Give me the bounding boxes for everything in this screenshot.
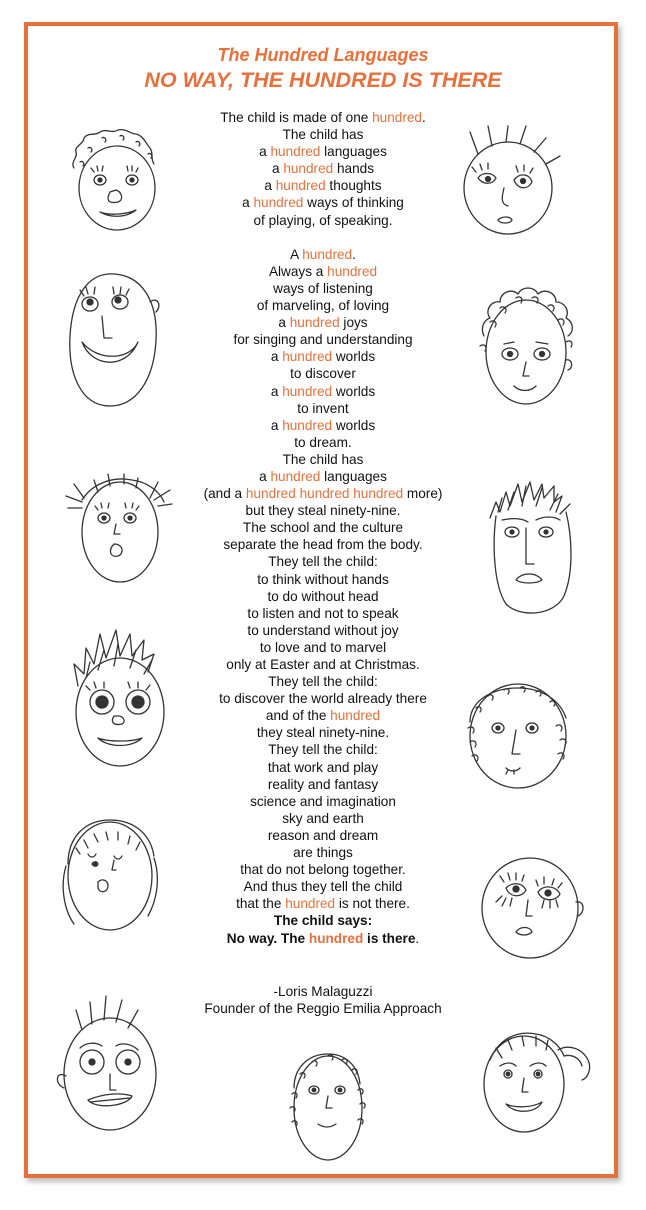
poem-line <box>160 844 486 861</box>
poem-text-run: hands <box>333 161 375 177</box>
poem-text-run: of marveling, of loving <box>256 298 390 314</box>
poem-text-run: to love and to marvel <box>259 639 387 655</box>
highlight-word: hundred <box>270 144 321 160</box>
poem-text-run: that do not belong together. <box>240 862 406 878</box>
poem-line <box>160 656 486 673</box>
poem-text-run: worlds <box>332 349 376 365</box>
author-role: Founder of the Reggio Emilia Approach <box>204 1001 442 1017</box>
poem-text-run: to dream. <box>294 434 352 450</box>
poem-text-run: . <box>422 110 426 125</box>
poem-text-run: Always a <box>268 263 328 279</box>
poem-line <box>160 143 486 160</box>
poem-line <box>160 297 486 314</box>
swirly-hair-face-drawing <box>470 276 582 416</box>
poem-line <box>160 707 486 724</box>
poem-line <box>160 759 486 776</box>
poem-text-run: They tell the child: <box>268 674 378 690</box>
poem-line <box>160 383 486 400</box>
poem-text-run: a <box>270 349 283 365</box>
author-name: -Loris Malaguzzi <box>273 984 373 999</box>
title-line-1: The Hundred Languages <box>217 45 429 65</box>
poem-line <box>160 194 486 211</box>
smiling-face-drawing <box>64 268 164 410</box>
poem-line <box>160 810 486 827</box>
poem-line <box>160 827 486 844</box>
attribution <box>100 983 546 1018</box>
spiky-top-face-drawing <box>52 990 162 1136</box>
poem-text-run: . <box>415 930 420 946</box>
poem-line <box>160 673 486 690</box>
poem-text-run: The child has <box>282 127 364 143</box>
poem-line <box>160 741 486 758</box>
poem-text-run: The child is made of one <box>220 110 373 125</box>
highlight-word: hundred <box>308 930 364 946</box>
poem-text-run: (and a <box>203 486 246 502</box>
poem-line <box>160 776 486 793</box>
poem-line <box>160 639 486 656</box>
poem-line <box>160 348 486 365</box>
poem-text-run: The school and the culture <box>242 520 404 536</box>
poem-line <box>160 605 486 622</box>
poem-text-run: to understand without joy <box>247 622 399 638</box>
highlight-word: hundred <box>285 896 336 912</box>
poem-text-run: are things <box>293 845 353 861</box>
poem-text-run: No way. The <box>226 930 309 946</box>
poem-text-run: science and imagination <box>250 793 396 809</box>
stanza-break <box>160 229 486 246</box>
poem-line <box>160 314 486 331</box>
poem-text-run: The child says: <box>273 913 373 929</box>
poem-text-run: to discover the world already there <box>219 691 427 707</box>
poem-text-run: and of the <box>265 708 331 724</box>
poem-text-run: a <box>259 144 271 160</box>
poem-line <box>160 451 486 468</box>
poem-text-run: worlds <box>332 383 376 399</box>
highlight-word: hundred <box>327 263 378 279</box>
poem-line <box>160 468 486 485</box>
poem-text-run: is there <box>363 930 416 946</box>
poem-text-run: ways of listening <box>273 280 373 296</box>
poem-text-run: to invent <box>297 400 349 416</box>
long-hair-face-drawing <box>52 810 162 940</box>
poem-text-run: for singing and understanding <box>233 332 413 348</box>
bottom-center-curly-face-drawing <box>282 1040 372 1170</box>
poem-text-run: more) <box>403 486 443 502</box>
highlight-word: hundred <box>289 315 340 331</box>
spiky-hair-face-drawing <box>448 124 568 240</box>
poem-text-run: a <box>270 417 283 433</box>
poem-line <box>160 895 486 912</box>
title-line-2: NO WAY, THE HUNDRED IS THERE <box>144 68 502 92</box>
poem-text-run: reason and dream <box>267 827 379 843</box>
poem-text-run: to listen and not to speak <box>247 605 399 621</box>
poem-text-run: separate the head from the body. <box>223 537 423 553</box>
poem-text-run: that work and play <box>267 759 379 775</box>
pigtails-face-drawing <box>64 460 176 590</box>
poem-line <box>160 485 486 502</box>
poem-line <box>160 434 486 451</box>
poem-line <box>160 878 486 895</box>
poem-line <box>160 177 486 194</box>
poem-text-run: languages <box>320 144 387 160</box>
poem-text-run: ways of thinking <box>303 195 404 211</box>
poem-text-run: languages <box>320 468 387 484</box>
poem-text-run: a <box>270 383 283 399</box>
poem-text-run: a <box>242 195 254 211</box>
poem-text-run: A <box>290 246 303 262</box>
poem-text-run: sky and earth <box>282 810 364 826</box>
highlight-word: hundred <box>282 383 333 399</box>
poem-line <box>160 690 486 707</box>
poem-text-run: to discover <box>290 366 356 382</box>
highlight-word: hundred <box>282 417 333 433</box>
poem-line <box>160 212 486 229</box>
highlight-word: hundred <box>275 178 326 194</box>
curly-fringe-face-drawing <box>458 672 578 794</box>
highlight-word: hundred <box>302 246 353 262</box>
poem-text-run: they steal ninety-nine. <box>256 725 390 741</box>
poem-text-run: The child has <box>282 451 364 467</box>
poem-text-run: They tell the child: <box>268 742 378 758</box>
poem-line <box>160 571 486 588</box>
poem-line <box>160 280 486 297</box>
poem-text-run: of playing, of speaking. <box>253 212 393 228</box>
highlight-word: hundred <box>330 708 381 724</box>
poem-line <box>160 263 486 280</box>
poem-text-run: only at Easter and at Christmas. <box>226 657 420 672</box>
poem-text-run: is not there. <box>335 896 410 912</box>
poem-line <box>160 400 486 417</box>
poem-line <box>160 109 486 126</box>
poem-text-run: joys <box>339 315 368 331</box>
poem-text-run: a <box>264 178 276 194</box>
poem-text-run: worlds <box>332 417 376 433</box>
poem-line <box>160 365 486 382</box>
highlight-word: hundred <box>282 349 333 365</box>
highlight-word: hundred <box>283 161 334 177</box>
poem-text-run: a <box>271 161 284 177</box>
lashes-face-drawing <box>472 852 592 964</box>
poem-line <box>160 519 486 536</box>
poem-line <box>160 622 486 639</box>
poem-line <box>160 331 486 348</box>
poem-line <box>160 588 486 605</box>
highlight-word: hundred <box>372 110 422 125</box>
poem-text-run: a <box>259 468 271 484</box>
highlight-word: hundred hundred hundred <box>245 486 404 502</box>
poem-line <box>160 861 486 878</box>
curly-hair-face-drawing <box>62 126 172 236</box>
poem-text-run: to think without hands <box>257 571 389 587</box>
poem-line <box>160 553 486 570</box>
poem-text-run: to do without head <box>267 588 379 604</box>
poem-text-run: And thus they tell the child <box>243 879 403 895</box>
poem-text <box>160 109 486 947</box>
poem-text-run: a <box>278 315 290 331</box>
ponytail-face-drawing <box>474 1016 598 1138</box>
poem-text-run: They tell the child: <box>268 554 378 570</box>
highlight-word: hundred <box>253 195 304 211</box>
poem-text-run: . <box>352 246 356 262</box>
poem-line <box>160 912 486 929</box>
poem-text-run: that the <box>236 896 286 912</box>
poem-line <box>160 793 486 810</box>
wild-hair-face-drawing <box>64 626 174 776</box>
poem-text-run: thoughts <box>325 178 382 194</box>
poem-line <box>160 126 486 143</box>
poem-text-run: reality and fantasy <box>267 776 379 792</box>
poem-line <box>160 417 486 434</box>
highlight-word: hundred <box>270 468 321 484</box>
dark-spiky-hair-face-drawing <box>478 476 578 616</box>
poem-line <box>160 930 486 947</box>
poem-line <box>160 246 486 263</box>
poem-line <box>160 160 486 177</box>
poem-text-run: but they steal ninety-nine. <box>245 503 401 519</box>
poem-line <box>160 502 486 519</box>
poem-line <box>160 724 486 741</box>
poem-line <box>160 536 486 553</box>
